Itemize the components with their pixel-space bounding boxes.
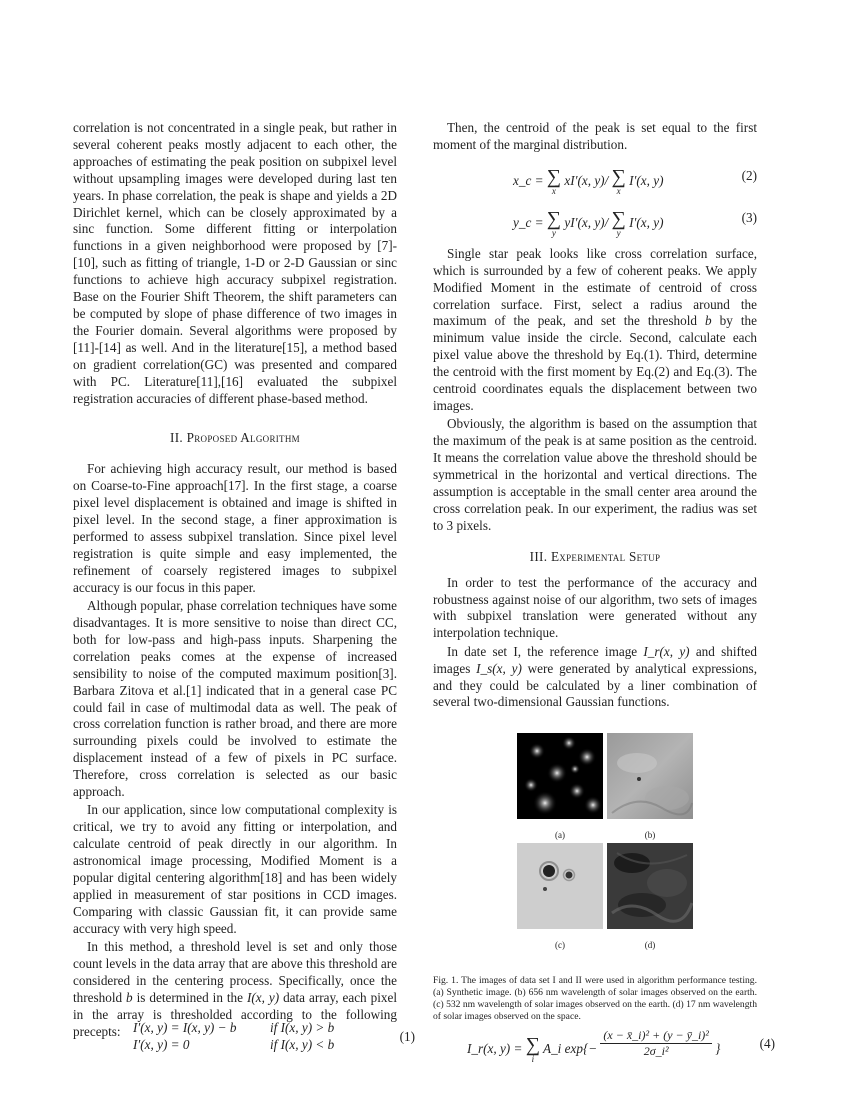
eq1-line1-cond: if I(x, y) > b	[270, 1020, 335, 1035]
section-title: Proposed Algorithm	[186, 430, 300, 446]
section-number: III.	[529, 548, 548, 564]
eq1-line1-lhs: I′(x, y) = I(x, y) − b	[133, 1020, 237, 1035]
sum-symbol: ∑ y	[611, 207, 626, 238]
figure-image-b	[607, 733, 693, 819]
eq4-number: (4)	[759, 1036, 775, 1051]
equation-4: I_r(x, y) = ∑ i A_i exp{− $\frac{\text{(x − x̄\_i)² + (y − ȳ\_i)²}}{\text{2σ\_i²}}$ } (4)	[467, 1027, 775, 1064]
figure-image-c	[517, 843, 603, 929]
eq3-number: (3)	[741, 209, 757, 225]
figure-caption: Fig. 1. The images of data set I and II were used in algorithm performance testing. (a) Synthetic image. (b) 656 nm wavelength of solar images observed on the earth. (c) 532 nm wavelength of solar images observed on the earth. (d) 17 nm wavelength of solar images observed on the space.	[433, 975, 757, 1023]
paragraph-test-performance: In order to test the performance of the accuracy and robustness against noise of our algorithm, two sets of images with subpixel translation were generated without any interpolation technique.	[433, 574, 757, 641]
paragraph-data-set-1: In date set I, the reference image I_r(x, y) and shifted images I_s(x, y) were generated by analytical expressions, and they could be calculated by a liner combination of several two-dimensional Gaussian functions.	[433, 643, 757, 710]
figure-image-a	[517, 733, 603, 819]
paragraph-coarse-to-fine: For achieving high accuracy result, our method is based on Coarse-to-Fine approach[17]. In the first stage, a coarse pixel level displacement is obtained and image is shifted in pixel level. In the second stage, a finer approximation is performed to assess subpixel translation. Since pixel level registration is quite simple and easy implemented, the refinement of coarsely registered images to subpixel accuracy is our focus in this paper.	[73, 461, 397, 595]
section-title: Experimental Setup	[550, 548, 661, 564]
sum-symbol: ∑ x	[546, 165, 562, 196]
figure-label-b: (b)	[644, 830, 656, 841]
sum-symbol: ∑ x	[611, 165, 626, 196]
equation-2: x_c = ∑ x xI′(x, y)/ ∑ x I′(x, y) (2)	[513, 165, 757, 196]
sum-symbol: ∑ i	[525, 1034, 540, 1064]
figure-label-d: (d)	[644, 940, 656, 951]
equation-1	[133, 1019, 415, 1053]
eq1-line2-lhs: I′(x, y) = 0	[133, 1037, 190, 1052]
figure-image-d	[607, 843, 693, 929]
paragraph-threshold: In this method, a threshold level is set and only those count levels in the data array that are above this threshold are considered in the centering process. Specifically, once the threshold b is determined in the I(x, y) data array, each pixel in the array is thresholded according to the following precepts:	[73, 939, 397, 1039]
eq4-fraction: $\frac{\text{(x − x̄\_i)² + (y − ȳ\_i)²}}{\text{2σ\_i²}}$	[600, 1028, 711, 1059]
eq1-line2-cond: if I(x, y) < b	[270, 1037, 335, 1052]
section-number: II.	[170, 430, 184, 446]
paragraph-intro-cont: correlation is not concentrated in a single peak, but rather in several coherent peaks mostly adjacent to each other, the approaches of estimating the peak position on subpixel level without upsampling images were developed during last ten years. In phase correlation, the peak is shape and yields a 2D Dirichlet kernel, which can be closely approximated by a sinc function. Some different fitting or interpolation functions in a given neighborhood were proposed by [7]-[10], such as fitting of triangle, 1-D or 2-D Gaussian or sinc functions to achieve high accuracy subpixel registration. Base on the Fourier Shift Theorem, the shift parameters can be computed by slope of phase difference of two images in the Fourier domain. Several algorithms were proposed by [11]-[14] as well. And in the literature[15], a method based on gradient correlation(GC) was presented and compared with PC. Literature[11],[16] evaluated the subpixel registration accuracies of different phase-based method.	[73, 120, 397, 406]
paragraph-centroid-intro: Then, the centroid of the peak is set equal to the first moment of the marginal distribution.	[433, 120, 757, 152]
right-column	[433, 120, 757, 1023]
eq2-number: (2)	[741, 167, 757, 183]
section-heading-experimental-setup	[433, 549, 757, 566]
paragraph-single-star-peak: Single star peak looks like cross correlation surface, which is surrounded by a few of coherent peaks. We apply Modified Moment in the estimate of centroid of cross correlation surface. First, select a radius around the maximum of the peak, and set the threshold b by the minimum value inside the circle. Second, calculate each pixel value above the threshold by Eq.(1). Third, determine the centroid with the first moment by Eq.(2) and Eq.(3). The centroid coordinates equals the displacement between two images.	[433, 245, 757, 413]
paragraph-modified-moment: In our application, since low computational complexity is critical, we try to avoid any fitting or interpolation, and calculate centroid of peak directly in our algorithm. In astronomical image processing, Modified Moment is a popular digital centering algorithm[18] and has been widely applied in measurement of star positions in CCD images. Comparing with classic Gaussian fit, it can provide same accuracy with very high speed.	[73, 802, 397, 936]
eq1-number: (1)	[399, 1029, 415, 1044]
equation-3: y_c = ∑ y yI′(x, y)/ ∑ y I′(x, y) (3)	[513, 207, 757, 238]
figure-1	[433, 733, 757, 953]
paragraph-phase-correlation: Although popular, phase correlation techniques have some disadvantages. It is more sensitive to noise than direct CC, both for low-pass and high-pass inputs. Sharpening the correlation peaks comes at the expense of increased sensibility to noise of the computed maximum position[3]. Barbara Zitova et al.[1] indicated that in a general case PC could fail in case of multimodal data as well. The peak of cross correlation function is rather broad, and there are more surrounding pixels could be involved to estimate the displacement instead of a few of pixels in PC surface. Therefore, cross correlation is selected as our basic approach.	[73, 598, 397, 800]
left-column	[73, 120, 397, 1041]
section-heading-proposed-algorithm	[73, 430, 397, 447]
sum-symbol: ∑ y	[546, 207, 562, 238]
figure-label-a: (a)	[555, 830, 565, 841]
figure-label-c: (c)	[555, 940, 565, 951]
paragraph-assumption: Obviously, the algorithm is based on the assumption that the maximum of the peak is at same position as the centroid. It means the correlation value above the threshold should be symmetrical in the horizontal and vertical directions. The assumption is acceptable in the small center area around the cross correlation peak. In our experiment, the radius was set to 3 pixels.	[433, 416, 757, 533]
